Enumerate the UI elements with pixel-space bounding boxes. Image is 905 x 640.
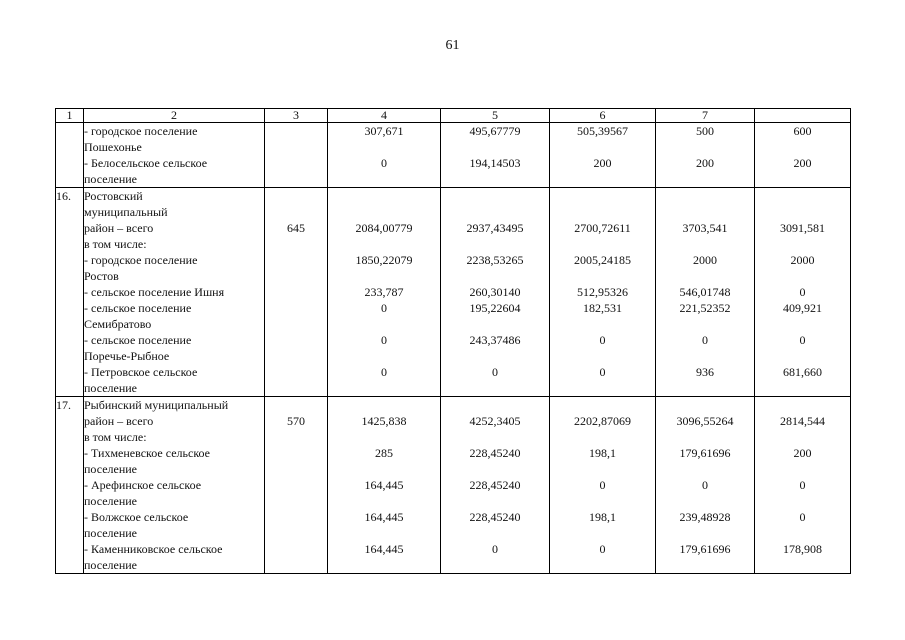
value-line [328, 380, 440, 396]
value-line: 164,445 [364, 478, 404, 492]
value-line: 0 [381, 301, 387, 315]
total-line [265, 429, 327, 445]
value-line: 495,67779 [469, 124, 521, 138]
value-line: 200 [696, 156, 714, 170]
value-line [441, 139, 549, 155]
value-line [441, 316, 549, 332]
value-line: 2005,24185 [574, 253, 631, 267]
value-line [328, 493, 440, 509]
value-line [755, 236, 850, 252]
value-line [755, 316, 850, 332]
value-line [328, 525, 440, 541]
value-cell [328, 397, 441, 574]
table-row [56, 123, 851, 188]
name-line: Ростов [84, 269, 119, 283]
table-row [56, 397, 851, 574]
header-cell: 1 [56, 109, 84, 123]
value-line [328, 557, 440, 573]
name-cell [84, 123, 265, 188]
total-line [265, 188, 327, 204]
value-line [656, 557, 754, 573]
value-line: 546,01748 [679, 285, 731, 299]
total-line [265, 445, 327, 461]
value-line [656, 139, 754, 155]
value-line [328, 397, 440, 413]
value-line [550, 525, 655, 541]
value-line: 2238,53265 [466, 253, 524, 267]
value-line: 239,48928 [679, 510, 731, 524]
value-line [550, 493, 655, 509]
value-line [656, 525, 754, 541]
name-line: - Тихменевское сельское [84, 446, 211, 460]
row-number-line [56, 557, 83, 573]
total-line [265, 316, 327, 332]
value-line: 0 [381, 156, 387, 170]
name-line: Поречье-Рыбное [84, 349, 170, 363]
value-line: 198,1 [589, 446, 616, 460]
total-line: 645 [287, 221, 305, 235]
value-line [755, 268, 850, 284]
value-line: 194,14503 [469, 156, 521, 170]
value-line [441, 525, 549, 541]
name-line: поселение [84, 526, 138, 540]
value-line: 3091,581 [780, 221, 825, 235]
row-number-line [56, 123, 83, 139]
name-line: - городское поселение [84, 124, 198, 138]
row-number-line [56, 493, 83, 509]
value-line: 0 [381, 365, 387, 379]
value-line [755, 429, 850, 445]
value-line: 200 [793, 446, 812, 460]
value-line [755, 171, 850, 187]
value-line [441, 461, 549, 477]
value-line: 228,45240 [469, 446, 521, 460]
value-line [755, 461, 850, 477]
value-line: 260,30140 [469, 285, 521, 299]
name-cell [84, 188, 265, 397]
total-line [265, 284, 327, 300]
value-cell [550, 397, 656, 574]
value-line [755, 348, 850, 364]
header-row [56, 109, 851, 123]
value-line [656, 429, 754, 445]
value-line: 200 [793, 156, 812, 170]
value-line [656, 236, 754, 252]
value-line: 2937,43495 [466, 221, 524, 235]
total-line [265, 332, 327, 348]
total-line [265, 525, 327, 541]
value-line: 500 [696, 124, 714, 138]
value-line: 0 [799, 478, 806, 492]
row-number-line [56, 300, 83, 316]
value-line: 936 [696, 365, 714, 379]
total-line [265, 236, 327, 252]
header-cell: 7 [656, 109, 755, 123]
header-cell: 3 [265, 109, 328, 123]
value-line: 221,52352 [679, 301, 731, 315]
total-cell [265, 123, 328, 188]
value-line [550, 204, 655, 220]
row-number-line [56, 316, 83, 332]
value-line [656, 461, 754, 477]
value-line: 164,445 [364, 542, 404, 556]
value-line [328, 171, 440, 187]
name-line: - Петровское сельское [84, 365, 198, 379]
header-cell: 2 [84, 109, 265, 123]
value-line [328, 461, 440, 477]
value-cell [441, 397, 550, 574]
value-line [656, 316, 754, 332]
total-line: 570 [287, 414, 305, 428]
value-line [755, 139, 850, 155]
row-number-line [56, 284, 83, 300]
total-line [265, 461, 327, 477]
total-line [265, 557, 327, 573]
row-number-line [56, 477, 83, 493]
value-cell [656, 188, 755, 397]
value-line: 409,921 [783, 301, 822, 315]
value-line [656, 380, 754, 396]
value-cell [656, 397, 755, 574]
value-line [550, 188, 655, 204]
name-line: - Арефинское сельское [84, 478, 202, 492]
value-line [328, 429, 440, 445]
value-cell [550, 188, 656, 397]
value-line [328, 236, 440, 252]
value-line [328, 268, 440, 284]
row-number-line [56, 204, 83, 220]
value-line [550, 461, 655, 477]
value-line [755, 188, 850, 204]
value-line: 0 [702, 333, 708, 347]
value-line: 505,39567 [577, 124, 628, 138]
total-line [265, 493, 327, 509]
value-line: 228,45240 [469, 510, 521, 524]
value-line: 1425,838 [361, 414, 407, 428]
value-line [550, 316, 655, 332]
value-line: 2084,00779 [355, 221, 413, 235]
row-number-line [56, 509, 83, 525]
value-line [656, 348, 754, 364]
value-line: 243,37486 [469, 333, 521, 347]
value-line: 179,61696 [679, 446, 731, 460]
value-line [550, 380, 655, 396]
name-line: Рыбинский муниципальный [84, 398, 229, 412]
value-line: 164,445 [364, 510, 404, 524]
name-line: - Волжское сельское [84, 510, 189, 524]
name-cell [84, 397, 265, 574]
value-line [550, 429, 655, 445]
value-cell [328, 188, 441, 397]
name-line: - сельское поселение Ишня [84, 285, 225, 299]
total-line [265, 123, 327, 139]
total-line [265, 155, 327, 171]
row-number-line [56, 380, 83, 396]
name-line: - Каменниковское сельское [84, 542, 223, 556]
value-cell [755, 123, 851, 188]
value-cell [550, 123, 656, 188]
row-number-line [56, 236, 83, 252]
total-line [265, 541, 327, 557]
header-cell: 5 [441, 109, 550, 123]
name-line: в том числе: [84, 430, 147, 444]
value-line [656, 188, 754, 204]
value-line [550, 236, 655, 252]
total-line [265, 139, 327, 155]
value-line: 0 [799, 333, 806, 347]
value-line [755, 397, 850, 413]
value-line [328, 348, 440, 364]
value-cell [755, 188, 851, 397]
value-line: 195,22604 [469, 301, 521, 315]
row-number-line [56, 461, 83, 477]
table-row [56, 188, 851, 397]
value-cell [441, 188, 550, 397]
total-line [265, 380, 327, 396]
value-line [441, 397, 549, 413]
name-line: Семибратово [84, 317, 152, 331]
value-line [441, 268, 549, 284]
value-line: 512,95326 [577, 285, 628, 299]
value-line [441, 348, 549, 364]
value-cell [328, 123, 441, 188]
name-line: муниципальный [84, 205, 168, 219]
value-line [755, 525, 850, 541]
value-line: 0 [702, 478, 708, 492]
value-line [656, 493, 754, 509]
value-line: 2700,72611 [574, 221, 631, 235]
total-cell [265, 397, 328, 574]
value-line [550, 348, 655, 364]
value-line [550, 397, 655, 413]
name-line: в том числе: [84, 237, 147, 251]
name-line: Пошехонье [84, 140, 142, 154]
name-line: поселение [84, 172, 138, 186]
value-line: 0 [381, 333, 387, 347]
budget-table [55, 108, 851, 574]
row-number-line: 17. [56, 398, 71, 412]
value-line [656, 171, 754, 187]
row-number-line [56, 429, 83, 445]
row-number-line [56, 364, 83, 380]
value-line [441, 380, 549, 396]
value-line: 2000 [693, 253, 717, 267]
name-line: Ростовский [84, 189, 143, 203]
value-line [755, 204, 850, 220]
value-line: 4252,3405 [469, 414, 521, 428]
total-line [265, 348, 327, 364]
total-line [265, 477, 327, 493]
value-line: 198,1 [589, 510, 616, 524]
row-number-line [56, 139, 83, 155]
value-line [755, 493, 850, 509]
value-line [441, 236, 549, 252]
value-line: 0 [599, 333, 606, 347]
name-line: поселение [84, 558, 138, 572]
value-cell [441, 123, 550, 188]
value-line [441, 557, 549, 573]
value-line: 0 [599, 478, 606, 492]
value-line: 0 [492, 542, 498, 556]
page-number: 61 [445, 38, 460, 53]
value-line [755, 557, 850, 573]
value-line: 200 [593, 156, 612, 170]
value-line: 233,787 [364, 285, 404, 299]
value-line [441, 429, 549, 445]
total-line [265, 268, 327, 284]
value-line [550, 268, 655, 284]
value-line: 2202,87069 [574, 414, 631, 428]
name-line: поселение [84, 462, 138, 476]
row-number-line [56, 252, 83, 268]
total-line [265, 300, 327, 316]
header-cell [755, 109, 851, 123]
value-line: 179,61696 [679, 542, 731, 556]
row-number-cell [56, 397, 84, 574]
row-number-line [56, 541, 83, 557]
value-line [441, 171, 549, 187]
total-line [265, 364, 327, 380]
total-line [265, 171, 327, 187]
name-line: - Белосельское сельское [84, 156, 208, 170]
value-cell [656, 123, 755, 188]
value-line [328, 316, 440, 332]
value-line: 600 [793, 124, 812, 138]
value-line: 228,45240 [469, 478, 521, 492]
value-line: 0 [599, 365, 606, 379]
header-cell: 4 [328, 109, 441, 123]
value-line: 0 [492, 365, 498, 379]
row-number-cell [56, 188, 84, 397]
value-line: 3703,541 [682, 221, 728, 235]
row-number-line [56, 445, 83, 461]
total-line [265, 509, 327, 525]
value-line [328, 188, 440, 204]
value-line: 285 [375, 446, 393, 460]
value-line [656, 397, 754, 413]
name-line: поселение [84, 494, 138, 508]
name-line: - сельское поселение [84, 301, 192, 315]
total-cell [265, 188, 328, 397]
value-line [441, 188, 549, 204]
value-line: 182,531 [583, 301, 622, 315]
row-number-line [56, 155, 83, 171]
value-line: 0 [799, 285, 806, 299]
row-number-line: 16. [56, 189, 71, 203]
value-line [328, 139, 440, 155]
name-line: - сельское поселение [84, 333, 192, 347]
total-line [265, 252, 327, 268]
row-number-line [56, 348, 83, 364]
value-line [441, 204, 549, 220]
row-number-cell [56, 123, 84, 188]
name-line: - городское поселение [84, 253, 198, 267]
row-number-line [56, 171, 83, 187]
value-line: 0 [799, 510, 806, 524]
name-line: район – всего [84, 414, 154, 428]
total-line [265, 204, 327, 220]
value-line [441, 493, 549, 509]
value-line [550, 171, 655, 187]
row-number-line [56, 413, 83, 429]
header-cell: 6 [550, 109, 656, 123]
row-number-line [56, 525, 83, 541]
value-line: 681,660 [783, 365, 822, 379]
value-line: 2000 [790, 253, 815, 267]
value-line [550, 557, 655, 573]
value-line [550, 139, 655, 155]
name-line: поселение [84, 381, 138, 395]
value-cell [755, 397, 851, 574]
value-line [656, 268, 754, 284]
value-line: 178,908 [783, 542, 822, 556]
value-line [755, 380, 850, 396]
name-line: район – всего [84, 221, 154, 235]
total-line [265, 397, 327, 413]
value-line: 2814,544 [780, 414, 825, 428]
row-number-line [56, 332, 83, 348]
value-line: 1850,22079 [355, 253, 413, 267]
value-line [656, 204, 754, 220]
value-line [328, 204, 440, 220]
value-line: 0 [599, 542, 606, 556]
value-line: 307,671 [364, 124, 404, 138]
value-line: 3096,55264 [676, 414, 734, 428]
row-number-line [56, 268, 83, 284]
row-number-line [56, 220, 83, 236]
